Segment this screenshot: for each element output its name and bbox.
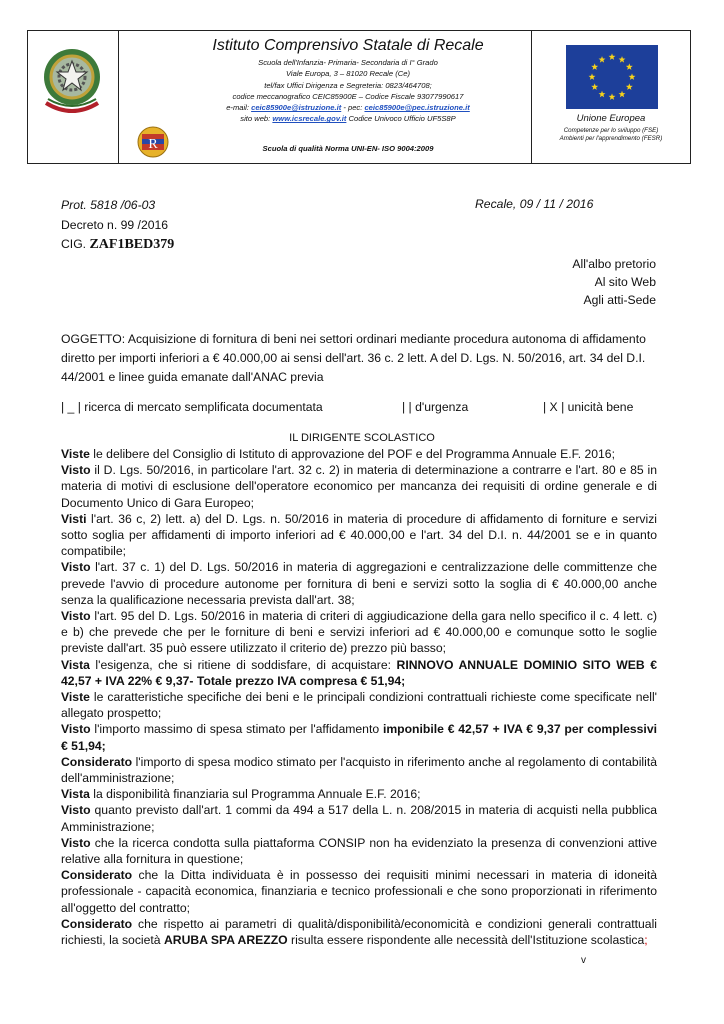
decree-paragraph	[61, 511, 657, 560]
paragraph-text: l'importo massimo di spesa stimato per l'affidamento	[90, 722, 383, 737]
site-prefix: sito web:	[240, 114, 273, 124]
cig-value: ZAF1BED379	[89, 237, 175, 252]
paragraph-text: l'art. 37 c. 1) del D. Lgs. 50/2016 in materia di aggregazioni e centralizzazione delle committenze che prevede l'avvio di procedure autonome per fornitura di beni e servizi sotto la soglia di € 40.000,00 anche senza la qualificazione necessaria prevista dall'art. 38;	[61, 560, 657, 607]
recipient: Al sito Web	[594, 275, 656, 289]
paragraph-keyword: Visti	[61, 511, 87, 526]
eu-fse: Competenze per lo sviluppo (FSE)	[563, 127, 659, 134]
pec-prefix: - pec:	[341, 103, 365, 113]
paragraph-text: che la ricerca condotta sulla piattaforma CONSIP non ha evidenziato la presenza di convenzioni attive relative alla fornitura in questione;	[61, 835, 657, 867]
header-divider-left	[118, 31, 119, 163]
option-uniqueness: | X | unicità bene	[543, 400, 634, 414]
eu-fesr: Ambienti per l'apprendimento (FESR)	[559, 135, 663, 142]
email-link[interactable]: ceic85900e@istruzione.it	[251, 103, 342, 113]
decree-paragraph	[61, 835, 657, 867]
email-prefix: e-mail:	[226, 103, 252, 113]
paragraph-text: l'importo di spesa modico stimato per l'acquisto in riferimento anche al regolamento di contabilità dell'amministrazione;	[61, 754, 657, 786]
website-link[interactable]: www.icsrecale.gov.it	[272, 114, 347, 124]
quality-badge-letter: R	[148, 137, 158, 152]
recipients	[572, 255, 656, 309]
footer-mark: v	[581, 955, 586, 966]
decree-paragraph	[61, 446, 657, 462]
paragraph-text: il D. Lgs. 50/2016, in particolare l'art. 32 c. 2) in materia di determinazione a contrarre e l'art. 80 e 85 in materia di motivi di esclusione dell'operatore economico per mancanza dei requisiti di ordine generale e di Documento Unico di Gara Europeo;	[61, 463, 657, 510]
decree-paragraph	[61, 754, 657, 786]
paragraph-text: l'art. 95 del D. Lgs. 50/2016 in materia di criteri di aggiudicazione della gara nello specifico il c. 4 lett. c) e b) che prevede che per le forniture di beni e servizi inferiori ad € 40.000,00 e comunque sotto le soglie previste dall'art. 35 può essere utilizzato il criterio de) prezzo più basso;	[61, 609, 657, 656]
decree-paragraph	[61, 786, 657, 802]
recipient: Agli atti-Sede	[583, 293, 656, 307]
decree-paragraph	[61, 608, 657, 657]
paragraph-keyword: Considerato	[61, 754, 133, 769]
paragraph-keyword: Visto	[61, 463, 91, 478]
pec-link[interactable]: ceic85900e@pec.istruzione.it	[364, 103, 470, 113]
decree-paragraph	[61, 867, 657, 916]
office-code: Codice Univoco Ufficio UF5S8P	[346, 114, 456, 124]
paragraph-keyword: Vista	[61, 657, 90, 672]
republic-emblem-icon	[40, 43, 104, 119]
subject: OGGETTO: Acquisizione di fornitura di beni nei settori ordinari mediante procedura autonoma di affidamento diretto per importi inferiori a € 40.000,00 ai sensi dell'art. 36 c. 2 lett. A del D. Lgs. N. 50/2016, art. 34 del D.I. 44/2001 e linee guida emanate dall'ANAC previa	[61, 332, 646, 384]
email-line	[168, 102, 528, 113]
paragraph-text: risulta essere rispondente alle necessità dell'Istituzione scolastica	[287, 933, 645, 948]
dirigente-heading: IL DIRIGENTE SCOLASTICO	[289, 432, 435, 444]
paragraph-keyword: Visto	[61, 560, 91, 575]
paragraph-keyword: Visto	[61, 609, 91, 624]
header-divider-right	[531, 31, 532, 163]
paragraph-keyword: Visto	[61, 803, 91, 818]
protocol-number: Prot. 5818 /06-03	[61, 198, 156, 212]
eu-flag-icon	[566, 45, 658, 109]
decree-number: Decreto n. 99 /2016	[61, 218, 169, 232]
paragraph-text: l'esigenza, che si ritiene di soddisfare, di acquistare:	[89, 657, 397, 672]
decree-paragraph	[61, 462, 657, 511]
school-line: tel/fax Uffici Dirigenza e Segreteria: 0823/464708;	[264, 80, 432, 90]
recipient: All'albo pretorio	[572, 257, 656, 271]
school-name: Istituto Comprensivo Statale di Recale	[212, 37, 484, 54]
website-line	[168, 113, 528, 124]
paragraph-emphasis: imponibile € 42,57 + IVA € 9,37 per complessivi € 51,94;	[61, 722, 657, 753]
cig-code	[61, 236, 657, 253]
eu-subtitle	[536, 127, 686, 143]
option-market-research: | _ | ricerca di mercato semplificata documentata	[61, 400, 323, 414]
paragraph-text: che rispetto ai parametri di qualità/disponibilità/economicità e condizioni generali contrattuali richiesti, la società	[61, 916, 657, 948]
decree-paragraph	[61, 657, 657, 689]
paragraph-text: le caratteristiche specifiche dei beni e le principali condizioni contrattuali richieste come specificate nell' allegato prospetto;	[61, 690, 657, 721]
paragraph-keyword: Viste	[61, 447, 90, 461]
paragraph-keyword: Considerato	[61, 868, 133, 883]
paragraph-keyword: Viste	[61, 690, 90, 705]
letterhead	[27, 30, 691, 164]
paragraph-end-mark: ;	[644, 933, 648, 948]
eu-title: Unione Europea	[576, 113, 646, 124]
decree-paragraph	[61, 916, 657, 948]
paragraph-text: l'art. 36 c, 2) lett. a) del D. Lgs. n. 50/2016 in materia di procedure di affidamento di forniture e servizi sotto soglia per affidamenti di importo inferiori ad € 40.000,00 e l'art. 34 del D.I. n. 44/2001 se e in quanto compatibile;	[61, 511, 657, 559]
decree-paragraph	[61, 721, 657, 753]
paragraph-text: quanto previsto dall'art. 1 commi da 494 a 517 della L. n. 208/2015 in materia di acquisti nella pubblica Amministrazione;	[61, 803, 657, 834]
paragraph-text: le delibere del Consiglio di Istituto di approvazione del POF e del Programma Annuale E.F. 2016;	[89, 447, 615, 461]
paragraph-keyword: Vista	[61, 787, 90, 802]
school-line: Viale Europa, 3 – 81020 Recale (Ce)	[286, 69, 410, 79]
paragraph-text: che la Ditta individuata è in possesso dei requisiti minimi necessari in materia di idoneità professionale - capacità economica, finanziaria e tecnico professionali e che sono proporzionati in riferimento all'oggetto del contratto;	[61, 868, 657, 915]
decree-paragraph	[61, 559, 657, 608]
school-line: Scuola dell'Infanzia- Primaria- Secondaria di I° Grado	[258, 58, 438, 67]
paragraph-emphasis: RINNOVO ANNUALE DOMINIO SITO WEB € 42,57 + IVA 22% € 9,37- Totale prezzo IVA compresa € 51,94;	[61, 657, 658, 688]
quality-norm: Scuola di qualità Norma UNI-EN- ISO 9004:2009	[262, 144, 434, 153]
decree-paragraph	[61, 802, 657, 834]
document-date: Recale, 09 / 11 / 2016	[475, 197, 594, 211]
quality-badge-icon	[133, 126, 173, 162]
cig-label: CIG.	[61, 237, 90, 251]
paragraph-text: la disponibilità finanziaria sul Programma Annuale E.F. 2016;	[89, 787, 421, 802]
paragraph-emphasis: ARUBA SPA AREZZO	[163, 933, 288, 948]
paragraph-keyword: Considerato	[61, 916, 133, 931]
decree-paragraph	[61, 689, 657, 721]
paragraph-keyword: Visto	[61, 722, 91, 737]
school-line: codice meccanografico CEIC85900E – Codice Fiscale 93077990617	[232, 91, 464, 101]
school-contact-block	[168, 57, 528, 125]
paragraph-keyword: Visto	[61, 835, 91, 850]
decree-body	[61, 446, 657, 948]
option-urgency: | | d'urgenza	[402, 400, 469, 414]
